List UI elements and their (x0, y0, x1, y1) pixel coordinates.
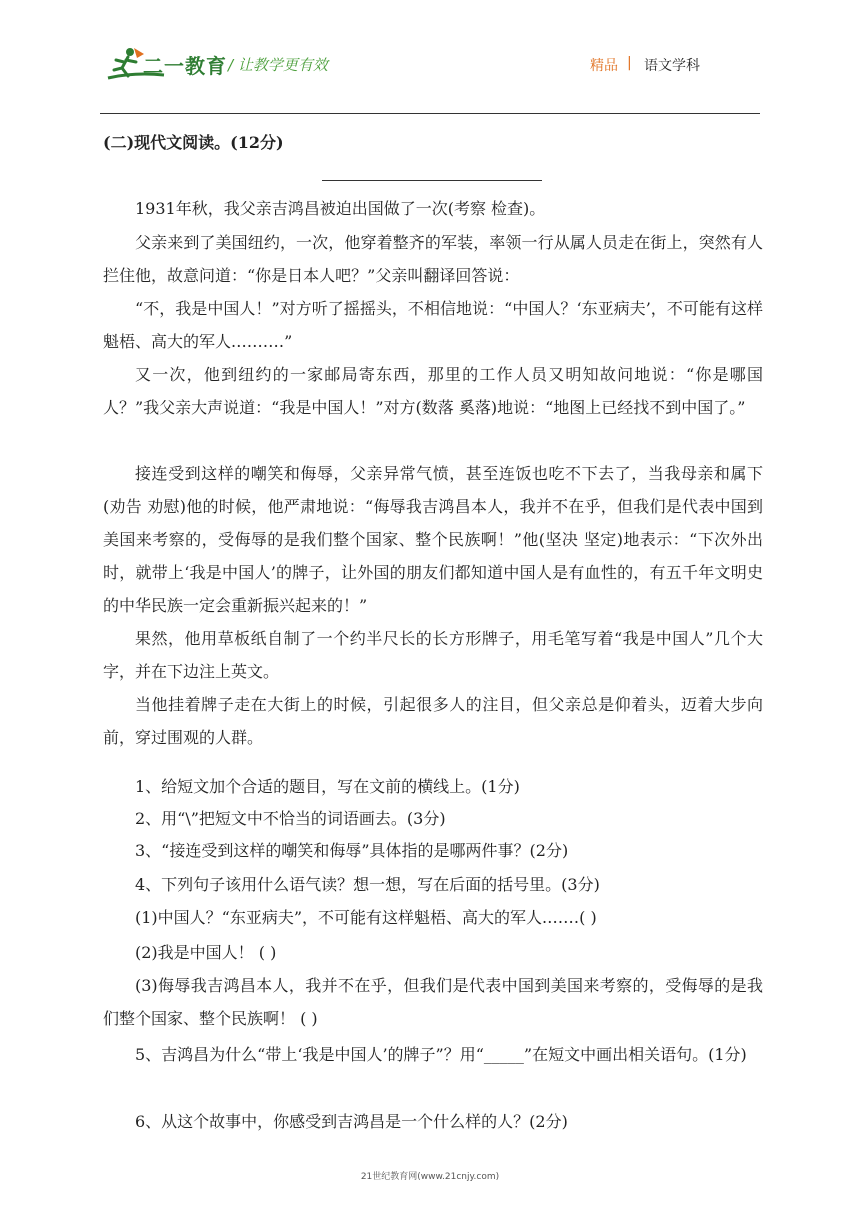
tag-separator: | (627, 55, 632, 71)
question-4: 4、下列句子该用什么语气读？想一想，写在后面的括号里。(3分) (135, 875, 600, 894)
question-6: 6、从这个故事中，你感受到吉鸿昌是一个什么样的人？(2分) (135, 1112, 568, 1131)
passage-paragraph: 1931年秋，我父亲吉鸿昌被迫出国做了一次(考察 检查)。 (135, 199, 546, 218)
passage-paragraph: 父亲来到了美国纽约，一次，他穿着整齐的军装，率领一行从属人员走在街上，突然有人拦住他，故意问道：“你是日本人吧？”父亲叫翻译回答说： (103, 233, 763, 285)
title-blank-line (322, 180, 542, 181)
question-3: 3、“接连受到这样的嘲笑和侮辱”具体指的是哪两件事？(2分) (135, 841, 569, 860)
page-header (0, 0, 860, 116)
header-divider (100, 113, 760, 114)
section-title: (二)现代文阅读。(12分) (103, 133, 284, 152)
question-5: 5、吉鸿昌为什么“带上‘我是中国人’的牌子”？用“_____”在短文中画出相关语句。(1分) (135, 1045, 747, 1064)
passage-paragraph: “不，我是中国人！”对方听了摇摇头，不相信地说：“中国人？‘东亚病夫’，不可能有这样魁梧、高大的军人.………” (103, 299, 763, 351)
page-footer: 21世纪教育网(www.21cnjy.com) (360, 1172, 500, 1182)
passage-paragraph: 果然，他用草板纸自制了一个约半尺长的长方形牌子，用毛笔写着“我是中国人”几个大字，并在下边注上英文。 (103, 629, 763, 681)
question-2: 2、用“\”把短文中不恰当的词语画去。(3分) (135, 809, 446, 828)
question-1: 1、给短文加个合适的题目，写在文前的横线上。(1分) (135, 777, 520, 796)
question-4-item-1: (1)中国人？“东亚病夫”，不可能有这样魁梧、高大的军人.……( ) (135, 908, 597, 927)
passage-paragraph: 接连受到这样的嘲笑和侮辱，父亲异常气愤，甚至连饭也吃不下去了，当我母亲和属下(劝告 劝慰)他的时候，他严肃地说：“侮辱我吉鸿昌本人，我并不在乎，但我们是代表中国到美国来考察的，受侮辱的是我们整个国家、整个民族啊！”他(坚决 坚定)地表示：“下次外出时，就带上‘我是中国人’的牌子，让外国的朋友们都知道中国人是有血性的，有五千年文明史的中华民族一定会重新振兴起来的！” (103, 464, 763, 615)
premium-tag: 精品 (590, 58, 618, 74)
question-4-item-3: (3)侮辱我吉鸿昌本人，我并不在乎，但我们是代表中国到美国来考察的，受侮辱的是我们整个国家、整个民族啊！ ( ) (103, 976, 763, 1028)
brand-slogan: / 让教学更有效 (228, 56, 328, 74)
passage-paragraph: 当他挂着牌子走在大街上的时候，引起很多人的注目，但父亲总是仰着头，迈着大步向前，穿过围观的人群。 (103, 695, 763, 747)
question-4-item-2: (2)我是中国人！ ( ) (135, 943, 277, 962)
brand-name: 二一教育 (143, 54, 227, 78)
subject-tag: 语文学科 (644, 58, 700, 74)
passage-paragraph: 又一次，他到纽约的一家邮局寄东西，那里的工作人员又明知故问地说：“你是哪国人？”我父亲大声说道：“我是中国人！”对方(数落 奚落)地说：“地图上已经找不到中国了。” (103, 365, 763, 417)
